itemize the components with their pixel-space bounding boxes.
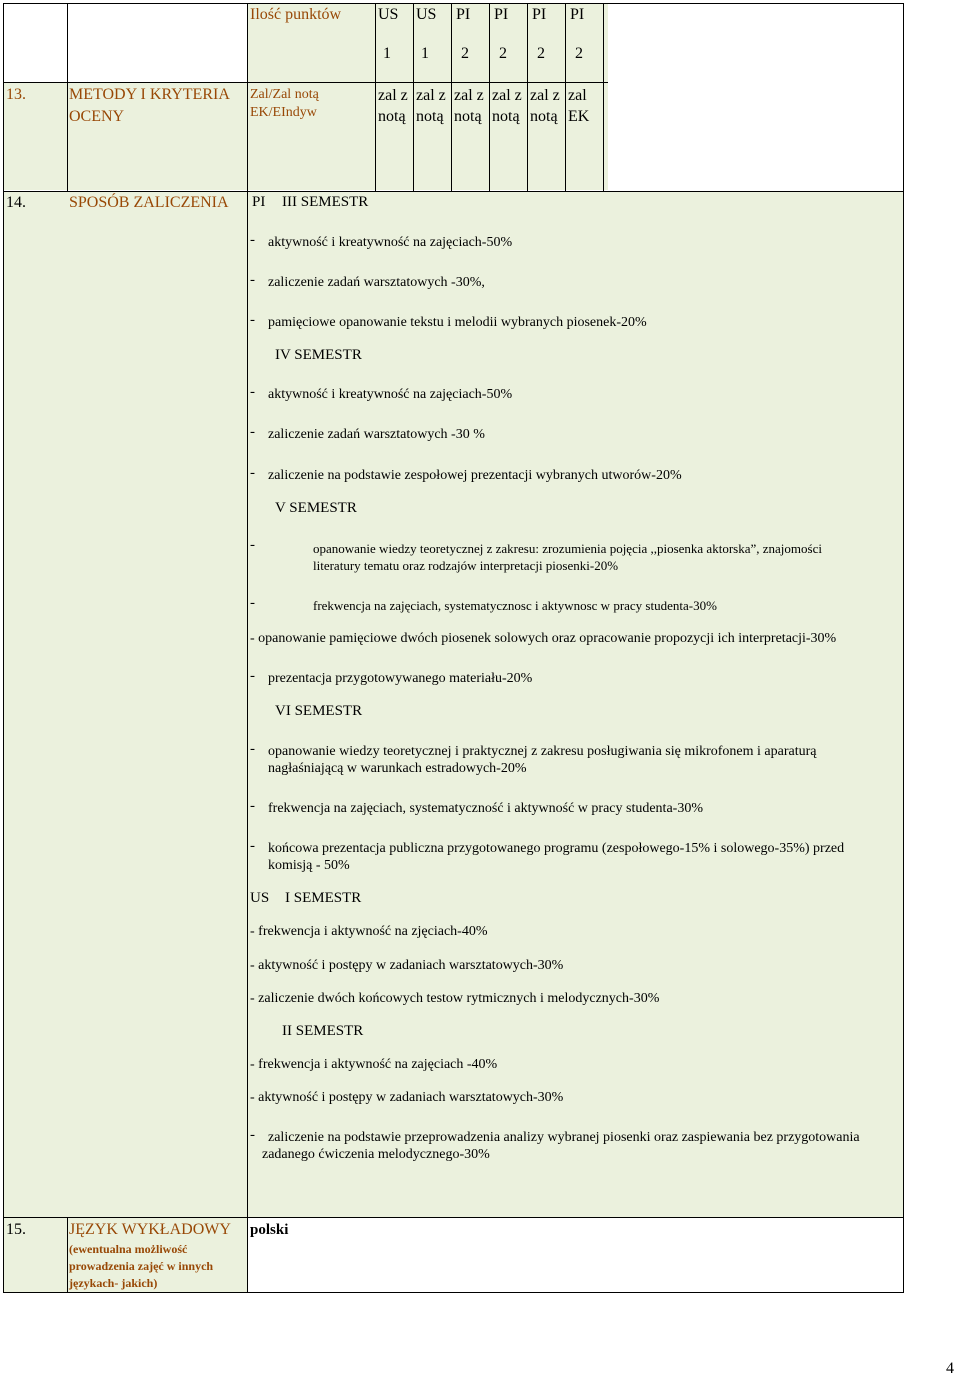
bullet-dash: -	[250, 838, 255, 854]
bullet-dash: -	[250, 537, 255, 553]
sem2-item-1: - frekwencja i aktywność na zajęciach -40%	[250, 1057, 498, 1072]
row13-col-3-line2: notą	[454, 108, 482, 125]
table-line	[4, 191, 904, 192]
points-col-1-bottom: 1	[383, 45, 391, 62]
sem4-item-3: zaliczenie na podstawie zespołowej prezentacji wybranych utworów-20%	[268, 468, 682, 483]
table-line	[451, 3, 452, 191]
row13-type-line2: EK/EIndyw	[250, 105, 317, 120]
sem3-heading: III SEMESTR	[282, 194, 369, 210]
table-line	[903, 3, 904, 1293]
sem3-item-2: zaliczenie zadań warsztatowych -30%,	[268, 275, 485, 290]
sem1-item-3: - zaliczenie dwóch końcowych testow rytmicznych i melodycznych-30%	[250, 991, 660, 1006]
table-line	[67, 1217, 68, 1293]
row13-title-line2: OCENY	[69, 108, 125, 125]
table-line	[4, 1292, 904, 1293]
row13-col-2-line2: notą	[416, 108, 444, 125]
bullet-dash: -	[250, 232, 255, 248]
bullet-dash: -	[250, 384, 255, 400]
sem5-item-1-line1: opanowanie wiedzy teoretycznej z zakresu: zrozumienia pojęcia ,,piosenka aktorska”, znajomości	[313, 541, 822, 556]
points-col-6-bottom: 2	[575, 45, 583, 62]
sem4-item-1: aktywność i kreatywność na zajęciach-50%	[268, 387, 513, 402]
sem5-item-4: prezentacja przygotowywanego materiału-20%	[268, 671, 533, 686]
sem6-item-2: frekwencja na zajęciach, systematyczność i aktywność w pracy studenta-30%	[268, 801, 703, 816]
sem5-item-3: - opanowanie pamięciowe dwóch piosenek solowych oraz opracowanie propozycji ich interpretacji-30%	[250, 631, 837, 646]
table-line	[527, 3, 528, 191]
row13-type-line1: Zal/Zal notą	[250, 87, 319, 102]
table-line	[247, 3, 248, 1293]
bullet-dash: -	[250, 668, 255, 684]
us-label: US	[250, 890, 270, 906]
row15-note-line3: językach- jakich)	[69, 1276, 158, 1290]
bullet-dash: -	[250, 798, 255, 814]
sem3-item-1: aktywność i kreatywność na zajęciach-50%	[268, 235, 513, 250]
points-col-5-bottom: 2	[537, 45, 545, 62]
bullet-dash: -	[250, 1127, 255, 1143]
row13-col-6-line1: zal	[568, 87, 587, 104]
points-col-2-bottom: 1	[421, 45, 429, 62]
table-line	[565, 3, 566, 191]
points-col-4-top: PI	[494, 6, 509, 23]
page-number: 4	[946, 1360, 954, 1377]
table-line	[489, 3, 490, 191]
row15-note-line2: prowadzenia zajęć w innych	[69, 1259, 214, 1273]
points-col-4-bottom: 2	[499, 45, 507, 62]
points-col-2-top: US	[416, 6, 437, 23]
table-line	[603, 3, 604, 191]
sem5-item-2: frekwencja na zajęciach, systematycznosc i aktywnosc w pracy studenta-30%	[313, 598, 717, 613]
sem6-heading: VI SEMESTR	[275, 703, 363, 719]
sem5-heading: V SEMESTR	[275, 500, 357, 516]
sem2-item-3-line1: zaliczenie na podstawie przeprowadzenia analizy wybranej piosenki oraz zaspiewania bez przygotowania	[268, 1130, 860, 1145]
row15-title: JĘZYK WYKŁADOWY	[69, 1221, 231, 1238]
row14-title: SPOSÓB ZALICZENIA	[69, 194, 229, 211]
sem3-item-3: pamięciowe opanowanie tekstu i melodii wybranych piosenek-20%	[268, 315, 647, 330]
table-line	[4, 3, 904, 4]
sem6-item-1-line1: opanowanie wiedzy teoretycznej i praktycznej z zakresu posługiwania się mikrofonem i aparaturą	[268, 744, 817, 759]
row13-col-4-line1: zal z	[492, 87, 522, 104]
sem6-item-3-line2: komisją - 50%	[268, 858, 350, 873]
row14-pi: PI	[252, 194, 266, 210]
row13-col-4-line2: notą	[492, 108, 520, 125]
sem5-item-1-line2: literatury tematu oraz rodzajów interpretacji piosenki-20%	[313, 558, 619, 573]
bullet-dash: -	[250, 595, 255, 611]
row15-note-line1: (ewentualna możliwość	[69, 1242, 188, 1256]
row13-col-5-line1: zal z	[530, 87, 560, 104]
bullet-dash: -	[250, 424, 255, 440]
points-col-3-bottom: 2	[461, 45, 469, 62]
table-line	[413, 3, 414, 191]
points-col-1-top: US	[378, 6, 399, 23]
row13-col-2-line1: zal z	[416, 87, 446, 104]
sem4-item-2: zaliczenie zadań warsztatowych -30 %	[268, 427, 485, 442]
row15-number: 15.	[6, 1221, 26, 1238]
row13-title-line1: METODY I KRYTERIA	[69, 86, 230, 103]
bullet-dash: -	[250, 312, 255, 328]
points-col-5-top: PI	[532, 6, 547, 23]
bullet-dash: -	[250, 741, 255, 757]
points-col-3-top: PI	[456, 6, 471, 23]
table-line	[3, 3, 4, 1293]
sem2-heading: II SEMESTR	[282, 1023, 364, 1039]
sem2-item-3-line2: zadanego ćwiczenia melodycznego-30%	[262, 1147, 490, 1162]
row13-col-1-line2: notą	[378, 108, 406, 125]
table-line	[67, 3, 68, 191]
bullet-dash: -	[250, 272, 255, 288]
sem1-heading: I SEMESTR	[285, 890, 362, 906]
row13-col-5-line2: notą	[530, 108, 558, 125]
sem4-heading: IV SEMESTR	[275, 347, 362, 363]
row13-number: 13.	[6, 86, 26, 103]
row14-number: 14.	[6, 194, 26, 211]
points-col-6-top: PI	[570, 6, 585, 23]
sem1-item-2: - aktywność i postępy w zadaniach warsztatowych-30%	[250, 958, 564, 973]
points-label: Ilość punktów	[250, 6, 342, 23]
row13-col-3-line1: zal z	[454, 87, 484, 104]
table-line	[4, 82, 608, 83]
row13-col-1-line1: zal z	[378, 87, 408, 104]
sem1-item-1: - frekwencja i aktywność na zjęciach-40%	[250, 924, 488, 939]
bullet-dash: -	[250, 465, 255, 481]
sem6-item-3-line1: końcowa prezentacja publiczna przygotowanego programu (zespołowego-15% i solowego-35%) przed	[268, 841, 845, 856]
row13-col-6-line2: EK	[568, 108, 590, 125]
table-line	[4, 1217, 904, 1218]
sem6-item-1-line2: nagłaśniającą w warunkach estradowych-20%	[268, 761, 527, 776]
table-line	[375, 3, 376, 191]
row15-value: polski	[250, 1222, 289, 1238]
sem2-item-2: - aktywność i postępy w zadaniach warsztatowych-30%	[250, 1090, 564, 1105]
